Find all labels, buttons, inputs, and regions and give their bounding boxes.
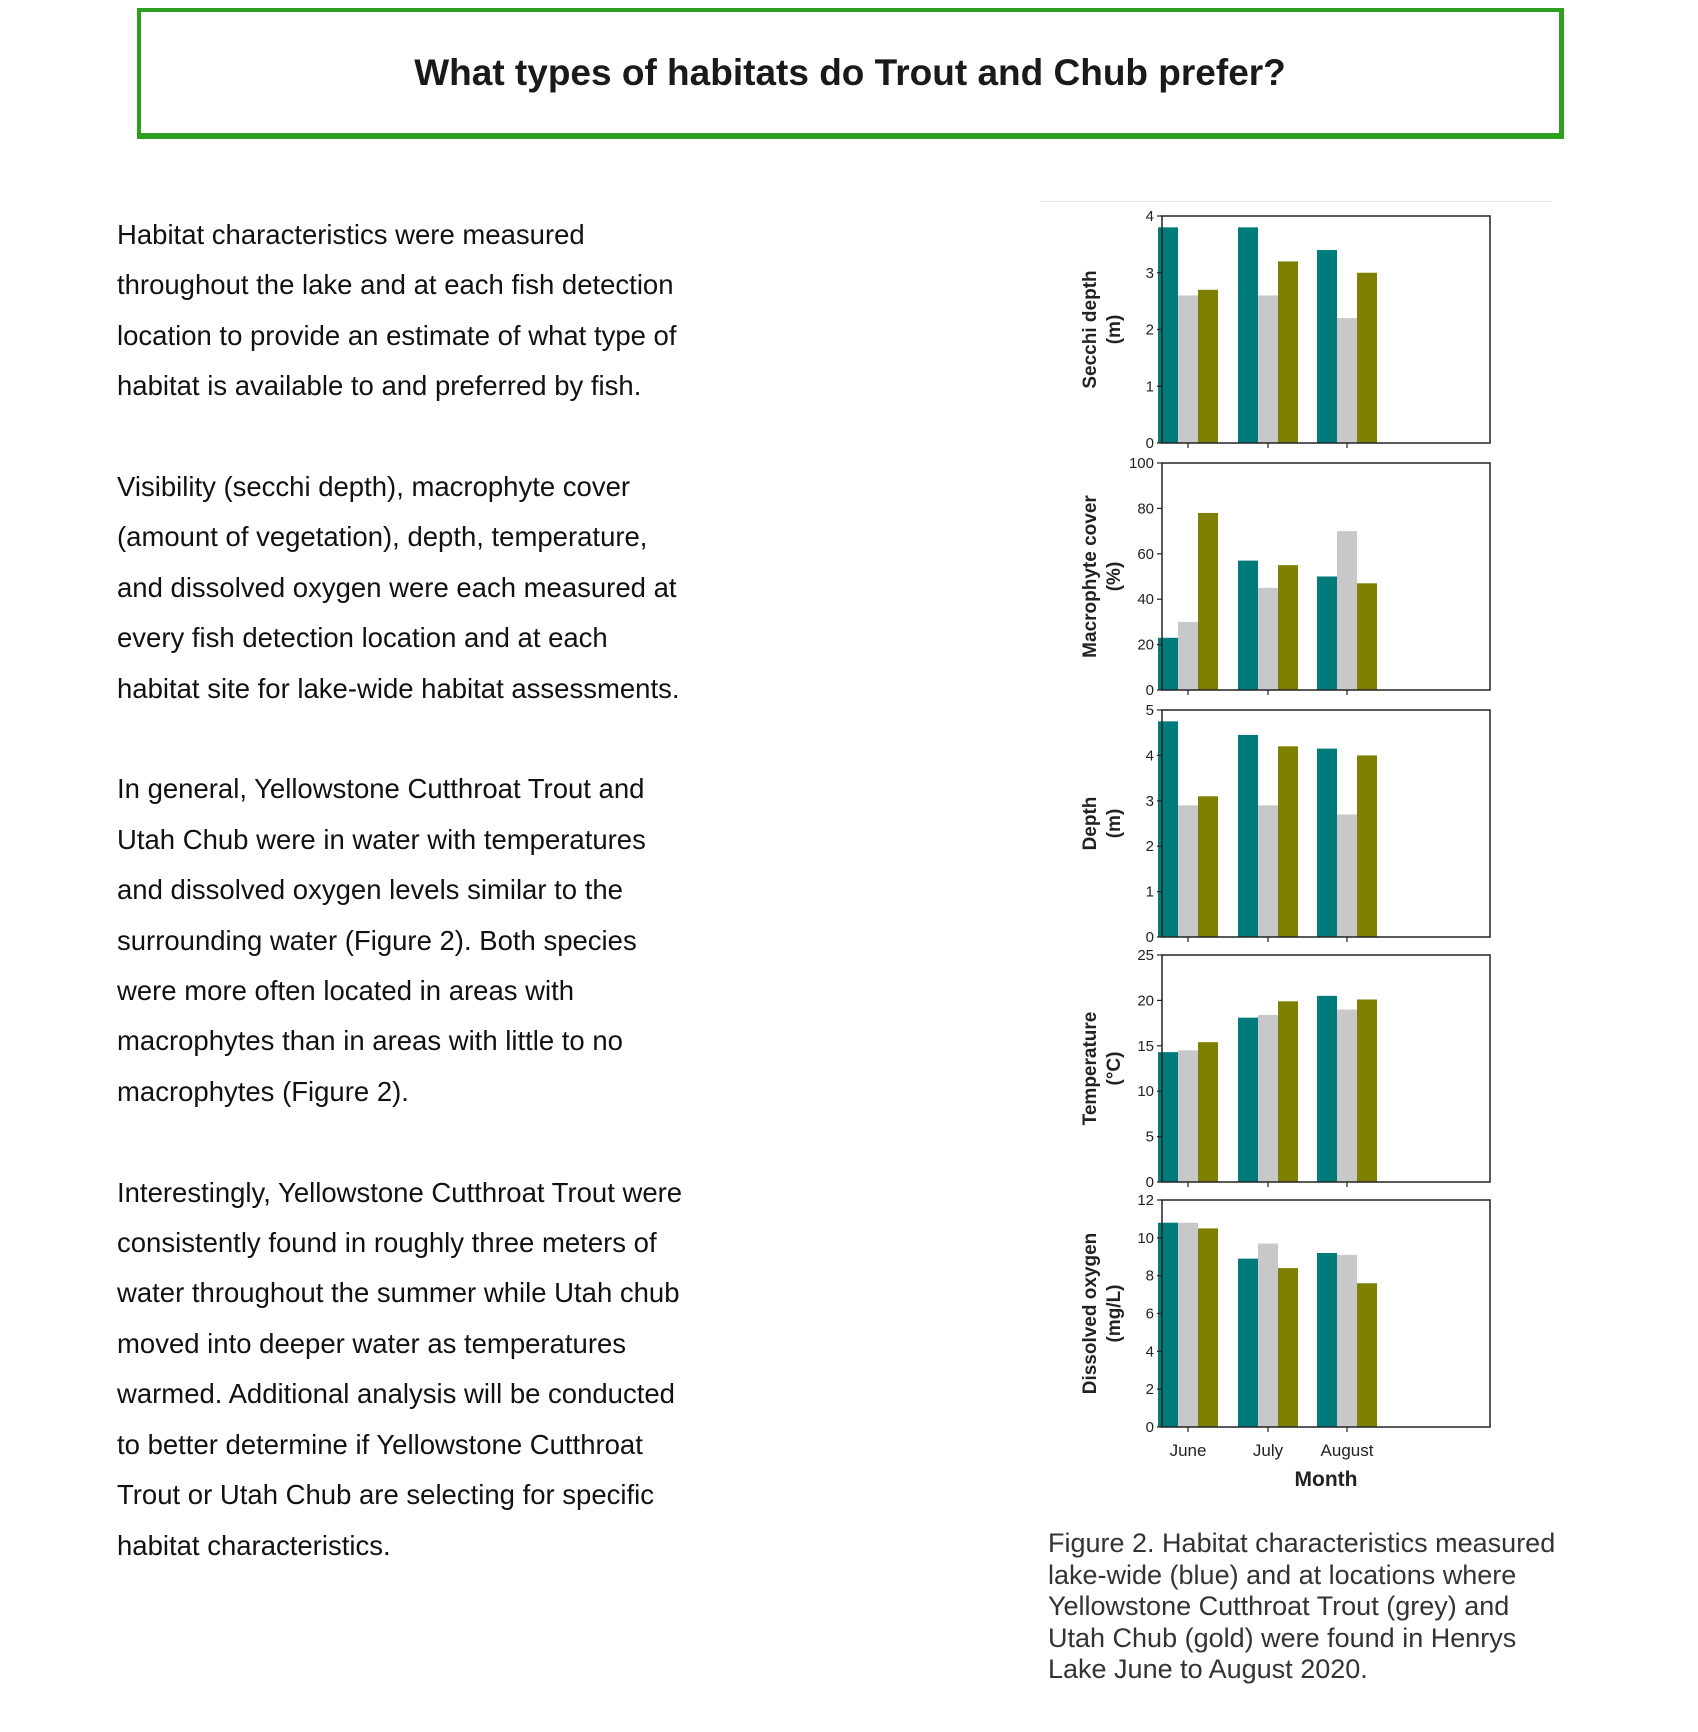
x-tick-label: June: [1169, 1441, 1207, 1460]
y-tick-label: 0: [1145, 435, 1154, 452]
y-tick-label: 40: [1137, 591, 1154, 609]
bar: [1258, 805, 1278, 937]
bar: [1158, 1223, 1178, 1427]
paragraph: In general, Yellowstone Cutthroat Trout and Utah Chub were in water with temperatures and dissolved oxygen levels similar to the surrounding water (Figure 2). Both species were more often located in areas with macrophytes than in areas with little to no macrophytes (Figure 2).: [117, 773, 646, 1107]
x-tick-label: July: [1252, 1441, 1284, 1460]
body-text: [117, 210, 687, 1621]
y-tick-label: 5: [1145, 702, 1154, 719]
bar: [1238, 735, 1258, 937]
bar: [1258, 295, 1278, 443]
bar: [1198, 1228, 1218, 1427]
y-tick-label: 20: [1137, 636, 1154, 654]
x-tick-label: August: [1320, 1441, 1374, 1460]
bar: [1178, 295, 1198, 443]
chart-panel: [1080, 702, 1490, 946]
y-axis-label: Secchi depth: [1080, 270, 1101, 389]
bar: [1278, 261, 1298, 443]
bar: [1317, 1253, 1337, 1427]
bar: [1258, 1015, 1278, 1182]
bar: [1337, 531, 1357, 690]
y-axis-label: Temperature: [1080, 1011, 1101, 1126]
bar: [1278, 1268, 1298, 1427]
bar: [1357, 273, 1377, 443]
y-tick-label: 4: [1145, 208, 1154, 225]
bar: [1337, 318, 1357, 443]
y-tick-label: 4: [1145, 1343, 1154, 1361]
bar: [1337, 814, 1357, 937]
y-tick-label: 80: [1137, 500, 1154, 518]
bar: [1178, 805, 1198, 937]
bar: [1158, 721, 1178, 937]
habitat-figure: [1040, 200, 1520, 1500]
y-tick-label: 2: [1145, 1381, 1154, 1399]
y-tick-label: 100: [1128, 455, 1154, 472]
y-axis-label: (m): [1104, 808, 1125, 839]
y-tick-label: 25: [1137, 947, 1154, 964]
bar: [1337, 1009, 1357, 1182]
y-tick-label: 3: [1145, 792, 1154, 810]
bar: [1198, 513, 1218, 690]
bar: [1258, 588, 1278, 690]
bar: [1178, 1050, 1198, 1182]
y-tick-label: 1: [1145, 883, 1154, 901]
y-tick-label: 3: [1145, 264, 1154, 282]
bar: [1258, 1244, 1278, 1427]
chart-panel: [1080, 455, 1490, 699]
bar: [1158, 638, 1178, 690]
bar: [1357, 755, 1377, 937]
y-tick-label: 10: [1137, 1229, 1154, 1247]
paragraph: Interestingly, Yellowstone Cutthroat Trout were consistently found in roughly three meters of water throughout the summer while Utah chub moved into deeper water as temperatures warmed. Additional analysis will be conducted to better determine if Yellowstone Cutthroat Trout or Utah Chub are selecting for specific habitat characteristics.: [117, 1176, 683, 1561]
paragraph: Visibility (secchi depth), macrophyte cover (amount of vegetation), depth, temperature, and dissolved oxygen were each measured at every fish detection location and at each habitat site for lake-wide habitat assessments.: [117, 471, 680, 704]
bar: [1337, 1255, 1357, 1427]
y-axis-label: (°C): [1104, 1051, 1125, 1086]
y-axis-label: (mg/L): [1104, 1284, 1125, 1343]
y-axis-label: (m): [1104, 314, 1125, 345]
bar: [1178, 622, 1198, 690]
bar: [1278, 1001, 1298, 1182]
y-tick-label: 2: [1145, 838, 1154, 856]
bar: [1278, 746, 1298, 937]
y-tick-label: 2: [1145, 321, 1154, 339]
bar: [1278, 565, 1298, 690]
y-axis-label: Macrophyte cover: [1080, 495, 1101, 658]
x-axis-label: Month: [1294, 1468, 1358, 1491]
y-tick-label: 60: [1137, 545, 1154, 563]
bar: [1238, 1018, 1258, 1182]
y-axis-label: Depth: [1080, 796, 1101, 851]
chart-panel: [1080, 208, 1490, 452]
y-tick-label: 4: [1145, 747, 1154, 765]
title-frame: [137, 8, 1564, 139]
chart-panel: [1080, 947, 1490, 1191]
bar: [1238, 227, 1258, 443]
bar: [1178, 1223, 1198, 1427]
bar: [1158, 1052, 1178, 1182]
bar: [1158, 227, 1178, 443]
y-tick-label: 20: [1137, 992, 1154, 1010]
bar: [1317, 577, 1337, 691]
y-tick-label: 10: [1137, 1083, 1154, 1101]
bar: [1357, 583, 1377, 690]
y-tick-label: 0: [1145, 1174, 1154, 1191]
y-tick-label: 1: [1145, 378, 1154, 396]
y-tick-label: 0: [1145, 1419, 1154, 1436]
bar: [1198, 796, 1218, 937]
y-axis-label: Dissolved oxygen: [1080, 1232, 1101, 1395]
figure-caption: Figure 2. Habitat characteristics measured lake-wide (blue) and at locations where Yellowstone Cutthroat Trout (grey) and Utah Chub (gold) were found in Henrys Lake June to August 2020.: [1048, 1528, 1556, 1684]
y-tick-label: 12: [1137, 1192, 1154, 1209]
y-tick-label: 8: [1145, 1267, 1154, 1285]
bar: [1198, 1042, 1218, 1182]
y-tick-label: 6: [1145, 1305, 1154, 1323]
bar: [1357, 999, 1377, 1182]
bar: [1198, 290, 1218, 443]
y-axis-label: (%): [1104, 561, 1125, 592]
y-tick-label: 0: [1145, 929, 1154, 946]
y-tick-label: 0: [1145, 682, 1154, 699]
paragraph: Habitat characteristics were measured throughout the lake and at each fish detection location to provide an estimate of what type of habitat is available to and preferred by fish.: [117, 219, 677, 402]
bar: [1317, 996, 1337, 1182]
bar: [1317, 250, 1337, 443]
bar: [1357, 1283, 1377, 1427]
bar: [1317, 749, 1337, 937]
chart-panel: [1080, 1192, 1490, 1436]
bar: [1238, 1259, 1258, 1427]
page-title: What types of habitats do Trout and Chub prefer?: [414, 51, 1286, 93]
y-tick-label: 15: [1137, 1037, 1154, 1055]
y-tick-label: 5: [1145, 1128, 1154, 1146]
bar: [1238, 561, 1258, 690]
